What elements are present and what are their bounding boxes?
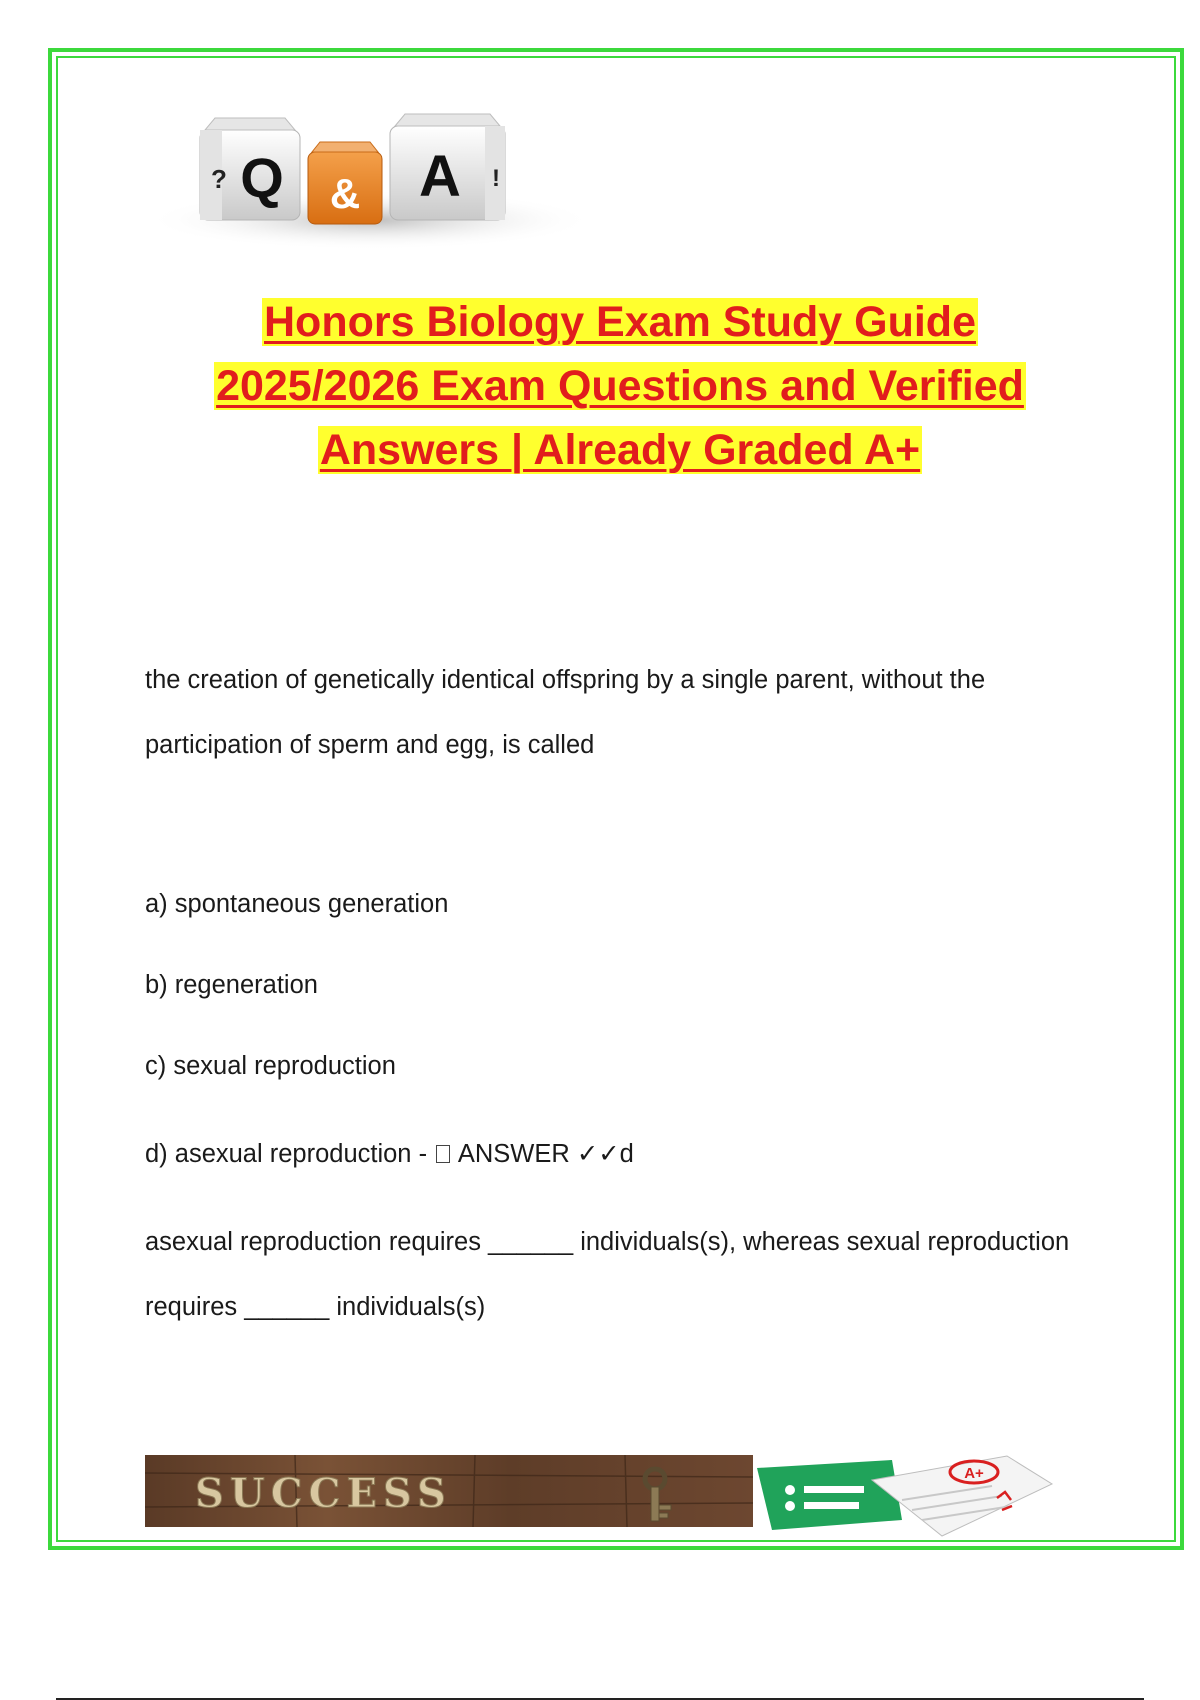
- banner-text: SUCCESS: [195, 1470, 452, 1517]
- green-form-icon: [757, 1460, 902, 1530]
- die-amp: [308, 142, 382, 224]
- missing-glyph-icon: [436, 1145, 450, 1163]
- die-a-letter: A: [419, 144, 461, 209]
- die-amp-symbol: &: [329, 170, 361, 217]
- die-right-mark: !: [492, 165, 500, 192]
- option-c: c) sexual reproduction: [145, 1052, 396, 1080]
- die-q: [200, 118, 300, 220]
- question-1-text: the creation of genetically identical offspring by a single parent, without the participation of sperm and egg, is called: [145, 666, 986, 759]
- question-2-text: asexual reproduction requires ______ individuals(s), whereas sexual reproduction requires ______ individuals(s): [145, 1228, 1070, 1321]
- graded-paper-icon: [872, 1456, 1052, 1536]
- option-d-answer: [145, 1139, 634, 1169]
- title-line-2: 2025/2026 Exam Questions and Verified: [216, 362, 1024, 410]
- success-banner-image: [145, 1455, 753, 1527]
- die-q-letter: Q: [240, 146, 284, 209]
- option-b: b) regeneration: [145, 971, 318, 999]
- die-left-mark: ?: [211, 164, 227, 194]
- title-line-3: Answers | Already Graded A+: [319, 426, 921, 474]
- die-a: [390, 114, 505, 220]
- graded-paper-image: [752, 1450, 1072, 1540]
- answer-label: ANSWER ✓✓d: [452, 1140, 634, 1168]
- grade-mark: A+: [964, 1465, 984, 1482]
- qa-dice-logo: [145, 90, 595, 255]
- option-a: a) spontaneous generation: [145, 890, 449, 918]
- option-d-label: d) asexual reproduction -: [145, 1140, 435, 1168]
- title-line-1: Honors Biology Exam Study Guide: [264, 298, 976, 346]
- document-title: [100, 290, 1140, 482]
